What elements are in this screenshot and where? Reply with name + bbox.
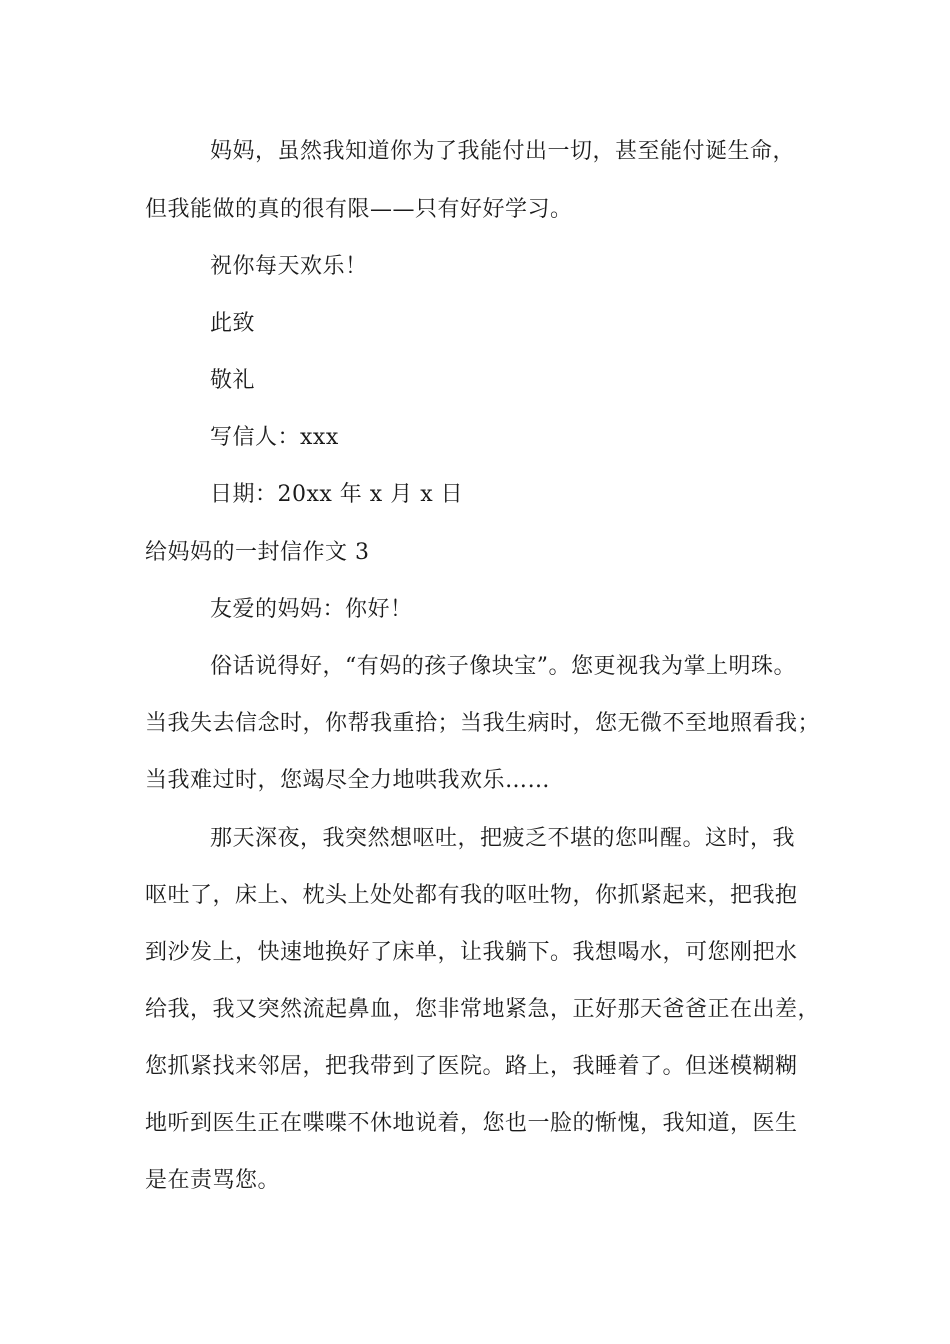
date-line: 日期：20xx 年 x 月 x 日 (210, 482, 464, 507)
paragraph-line: 地听到医生正在喋喋不休地说着，您也一脸的惭愧，我知道，医生 (145, 1111, 798, 1136)
paragraph-line: 呕吐了，床上、枕头上处处都有我的呕吐物，你抓紧起来，把我抱 (145, 883, 798, 908)
writer-line: 写信人：xxx (210, 425, 339, 450)
closing-line: 此致 (210, 311, 256, 336)
paragraph-line: 是在责骂您。 (145, 1168, 281, 1193)
paragraph-line: 给我，我又突然流起鼻血，您非常地紧急，正好那天爸爸正在出差， (145, 997, 821, 1022)
paragraph-line: 您抓紧找来邻居，把我带到了医院。路上，我睡着了。但迷模糊糊 (145, 1054, 798, 1079)
paragraph-line: 但我能做的真的很有限——只有好好学习。 (145, 197, 573, 222)
paragraph-line: 到沙发上，快速地换好了床单，让我躺下。我想喝水，可您刚把水 (145, 940, 798, 965)
paragraph-line: 妈妈，虽然我知道你为了我能付出一切，甚至能付诞生命， (210, 139, 796, 164)
paragraph-line: 那天深夜，我突然想呕吐，把疲乏不堪的您叫醒。这时，我 (210, 826, 796, 851)
section-title: 给妈妈的一封信作文 3 (145, 540, 370, 565)
paragraph-line: 俗话说得好，“有妈的孩子像块宝”。您更视我为掌上明珠。 (210, 654, 796, 679)
paragraph-line: 当我失去信念时，你帮我重拾；当我生病时，您无微不至地照看我； (145, 711, 821, 736)
closing-line: 敬礼 (210, 368, 256, 393)
greeting-line: 友爱的妈妈：你好！ (210, 597, 413, 622)
wish-line: 祝你每天欢乐！ (210, 254, 368, 279)
paragraph-line: 当我难过时，您竭尽全力地哄我欢乐…… (145, 768, 551, 793)
